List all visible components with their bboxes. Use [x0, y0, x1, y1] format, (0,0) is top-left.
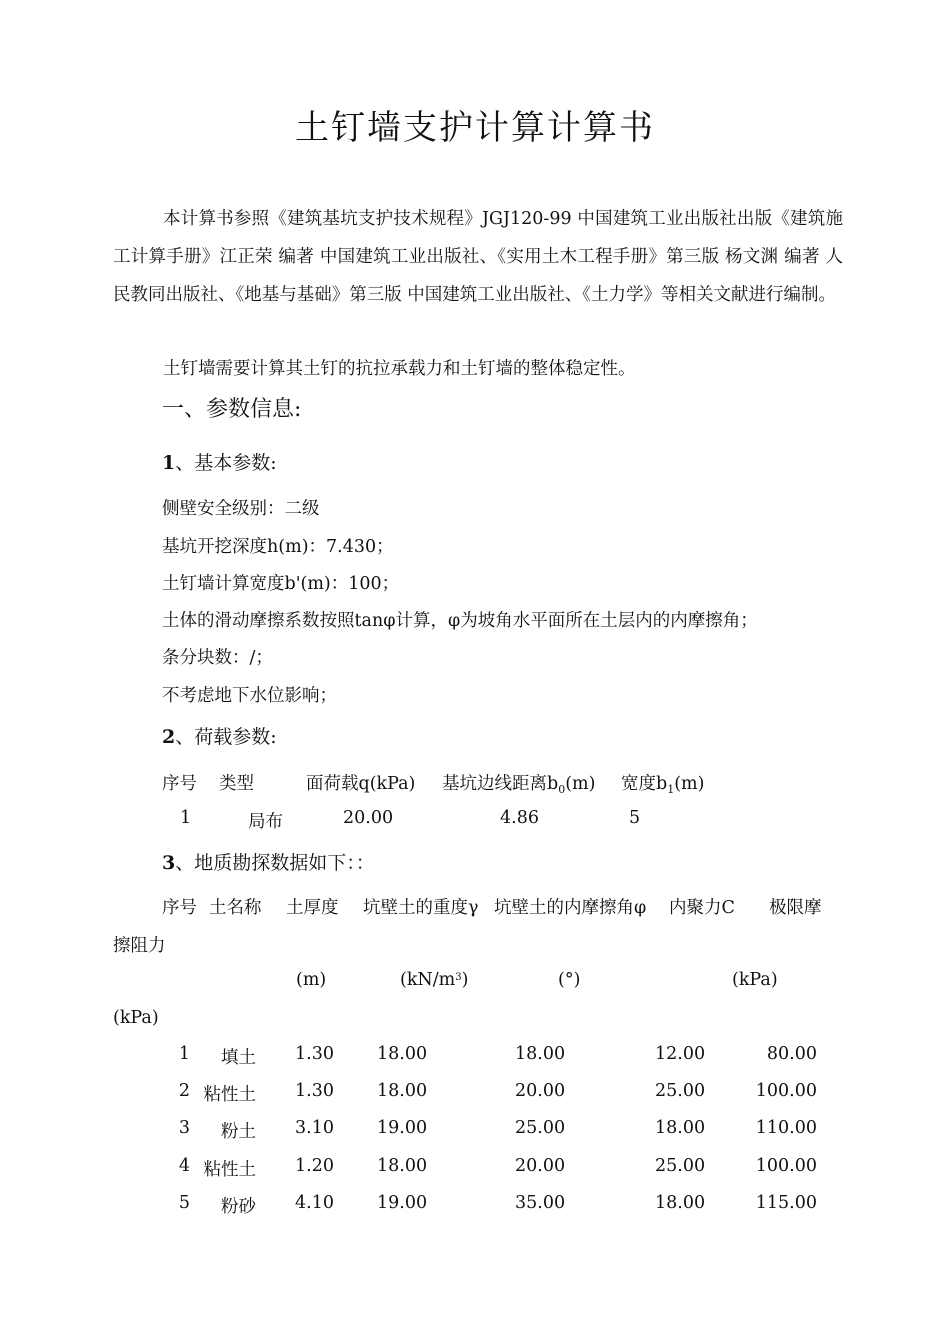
soil-cell-cohesion: 25.00 [655, 1155, 706, 1176]
basic-param-line: 条分块数：/； [162, 648, 273, 668]
load-header-edge-distance: 基坑边线距离$b_0(m)$ [442, 774, 596, 796]
soil-cell-skin-friction: 100.00 [755, 1081, 817, 1102]
soil-cell-cohesion: 12.00 [655, 1044, 706, 1064]
soil-cell-friction-angle: 35.00 [515, 1192, 566, 1213]
load-cell-width: 5 [629, 808, 641, 828]
basic-param-line: 基坑开挖深度h(m)：7.430； [162, 537, 394, 557]
soil-cell-index: 3 [178, 1118, 190, 1139]
soil-cell-unit-weight: 19.00 [377, 1192, 428, 1213]
soil-header-skin-friction-wrap: 擦阻力 [113, 936, 166, 956]
soil-cell-index: 5 [178, 1192, 190, 1213]
intro-paragraph-2: 土钉墙需要计算其土钉的抗拉承载力和土钉墙的整体稳定性。 [163, 359, 636, 379]
soil-header-skin-friction: 极限摩 [769, 898, 822, 918]
soil-header-friction-angle: 坑壁土的内摩擦角φ [494, 898, 647, 918]
soil-cell-cohesion: 18.00 [655, 1192, 706, 1213]
soil-cell-unit-weight: 19.00 [377, 1118, 428, 1139]
subheading-basic-params [162, 448, 277, 475]
soil-cell-index: 1 [178, 1044, 190, 1064]
load-cell-edge-distance: 4.86 [500, 808, 539, 828]
soil-header-cohesion: 内聚力C [669, 898, 735, 918]
load-cell-index: 1 [180, 808, 192, 828]
soil-unit-weight: $(kN/m^3)$ [400, 970, 469, 990]
subheading-number: 2 [162, 726, 176, 748]
basic-param-line: 不考虑地下水位影响； [162, 686, 337, 706]
soil-cell-thickness: 1.30 [295, 1081, 334, 1102]
soil-cell-friction-angle: 20.00 [515, 1081, 566, 1102]
soil-cell-unit-weight: 18.00 [377, 1155, 428, 1176]
soil-header-name: 土名称 [209, 898, 262, 918]
soil-cell-name: 粘性土 [203, 1085, 256, 1106]
soil-cell-index: 4 [178, 1155, 190, 1176]
basic-param-line: 土体的滑动摩擦系数按照tanφ计算，φ为坡角水平面所在土层内的内摩擦角； [162, 611, 758, 631]
soil-cell-cohesion: 18.00 [655, 1118, 706, 1139]
subheading-geology-data [162, 848, 375, 875]
soil-cell-skin-friction: 100.00 [755, 1155, 817, 1176]
subheading-load-params [162, 722, 277, 749]
soil-unit-cohesion: (kPa) [732, 970, 778, 990]
load-header-surface-load: 面荷载q(kPa) [306, 774, 416, 794]
subheading-text: 、荷载参数: [175, 726, 277, 748]
load-header-width: 宽度$b_1(m)$ [621, 774, 705, 796]
soil-cell-cohesion: 25.00 [655, 1081, 706, 1102]
soil-cell-name: 粉砂 [221, 1196, 256, 1217]
soil-unit-angle: (°) [558, 970, 581, 990]
soil-header-index: 序号 [162, 898, 197, 918]
basic-param-line: 土钉墙计算宽度b'(m)：100； [162, 574, 400, 594]
soil-header-thickness: 土厚度 [286, 898, 339, 918]
load-header-index: 序号 [162, 774, 197, 794]
soil-cell-friction-angle: 20.00 [515, 1155, 566, 1176]
soil-unit-thickness: (m) [296, 970, 327, 990]
soil-header-unit-weight: 坑壁土的重度γ [363, 898, 479, 918]
soil-cell-unit-weight: 18.00 [377, 1081, 428, 1102]
soil-unit-skin-friction: (kPa) [113, 1008, 159, 1028]
soil-cell-thickness: 3.10 [295, 1118, 334, 1139]
intro-paragraph: 本计算书参照《建筑基坑支护技术规程》JGJ120-99 中国建筑工业出版社出版《建筑施工计算手册》江正荣 编著 中国建筑工业出版社、《实用土木工程手册》第三版 杨文渊 编著 人民教同出版社、《地基与基础》第三版 中国建筑工业出版社、《土力学》等相关文献进行编制。 [113, 209, 843, 305]
load-cell-type: 局布 [248, 812, 283, 832]
soil-cell-thickness: 1.20 [295, 1155, 334, 1176]
soil-cell-name: 粘性土 [203, 1159, 256, 1180]
soil-cell-index: 2 [178, 1081, 190, 1102]
soil-cell-unit-weight: 18.00 [377, 1044, 428, 1064]
soil-cell-friction-angle: 25.00 [515, 1118, 566, 1139]
subheading-text: 、地质勘探数据如下：： [175, 852, 375, 874]
soil-cell-skin-friction: 80.00 [766, 1044, 817, 1064]
subheading-number: 1 [162, 452, 176, 474]
soil-cell-thickness: 1.30 [295, 1044, 334, 1064]
soil-cell-skin-friction: 115.00 [755, 1192, 817, 1213]
document-title: 土钉墙支护计算计算书 [295, 108, 655, 148]
load-header-type: 类型 [219, 774, 254, 794]
subheading-text: 、基本参数: [175, 452, 277, 474]
soil-cell-friction-angle: 18.00 [515, 1044, 566, 1064]
basic-param-line: 侧壁安全级别：二级 [162, 499, 320, 519]
subheading-number: 3 [162, 852, 176, 874]
soil-cell-name: 粉土 [221, 1122, 256, 1143]
soil-cell-thickness: 4.10 [295, 1192, 334, 1213]
soil-cell-skin-friction: 110.00 [755, 1118, 817, 1139]
load-cell-surface-load: 20.00 [343, 808, 394, 828]
section-heading-parameters: 一、参数信息: [162, 397, 302, 422]
soil-cell-name: 填土 [221, 1048, 256, 1068]
